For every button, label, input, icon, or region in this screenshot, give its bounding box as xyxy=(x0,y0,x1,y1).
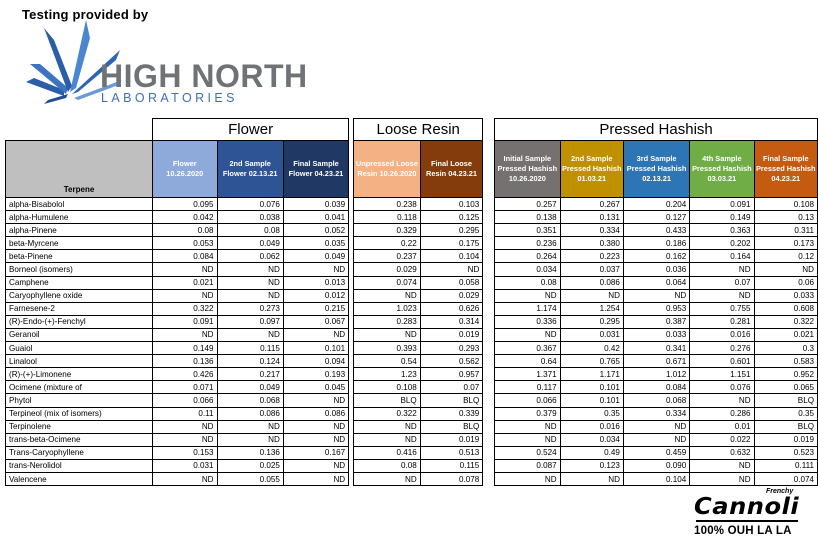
table-cell: ND xyxy=(217,433,283,446)
table-cell: 1.371 xyxy=(495,368,560,381)
table-cell: 0.041 xyxy=(283,211,348,224)
table-cell: 0.334 xyxy=(560,224,623,237)
column-header-flower-04-23-21: Final Sample Flower 04.23.21 xyxy=(283,141,348,198)
table-cell: 0.136 xyxy=(217,446,283,459)
column-header-loose-resin-04-23-21: Final Loose Resin 04.23.21 xyxy=(420,141,483,198)
table-cell: 0.08 xyxy=(217,224,283,237)
terpene-name: Phytol xyxy=(6,394,153,407)
table-cell: ND xyxy=(153,420,218,433)
table-cell: 0.957 xyxy=(420,368,483,381)
table-cell: 0.076 xyxy=(690,381,754,394)
table-cell: ND xyxy=(354,328,421,341)
brand-tagline: 100% OUH LA LA xyxy=(694,525,792,537)
terpene-name: trans-beta-Ocimene xyxy=(6,433,153,446)
table-cell: 0.562 xyxy=(420,355,483,368)
table-cell: ND xyxy=(283,459,348,472)
table-row xyxy=(6,250,818,263)
table-cell: 0.022 xyxy=(690,433,754,446)
table-cell: 0.101 xyxy=(560,394,623,407)
terpene-name: beta-Myrcene xyxy=(6,237,153,250)
table-cell: 0.42 xyxy=(560,342,623,355)
table-cell: 0.131 xyxy=(560,211,623,224)
table-cell: 0.103 xyxy=(420,198,483,211)
table-cell: 0.341 xyxy=(623,342,689,355)
table-cell: 0.068 xyxy=(623,394,689,407)
table-cell: ND xyxy=(217,276,283,289)
table-cell: 0.276 xyxy=(690,342,754,355)
table-cell: 0.07 xyxy=(420,381,483,394)
table-cell: 0.149 xyxy=(690,211,754,224)
terpene-name: Ocimene (mixture of xyxy=(6,381,153,394)
terpene-name: beta-Pinene xyxy=(6,250,153,263)
table-cell: 0.086 xyxy=(217,407,283,420)
table-cell: 0.13 xyxy=(754,211,817,224)
table-cell: 0.202 xyxy=(690,237,754,250)
table-cell: 0.380 xyxy=(560,237,623,250)
table-row xyxy=(6,289,818,302)
table-cell: ND xyxy=(153,263,218,276)
table-cell: 0.267 xyxy=(560,198,623,211)
table-cell: 0.049 xyxy=(283,250,348,263)
table-cell: 0.095 xyxy=(153,198,218,211)
table-cell: 0.173 xyxy=(754,237,817,250)
table-cell: 0.117 xyxy=(495,381,560,394)
table-cell: 0.123 xyxy=(560,459,623,472)
table-cell: 0.601 xyxy=(690,355,754,368)
table-cell: 0.091 xyxy=(690,198,754,211)
table-cell: 0.062 xyxy=(217,250,283,263)
table-cell: ND xyxy=(283,328,348,341)
terpene-name: Terpineol (mix of isomers) xyxy=(6,407,153,420)
table-row xyxy=(6,224,818,237)
table-cell: 0.162 xyxy=(623,250,689,263)
terpene-name: Trans-Caryophyllene xyxy=(6,446,153,459)
table-cell: 0.084 xyxy=(153,250,218,263)
table-cell: 0.167 xyxy=(283,446,348,459)
table-cell: 0.013 xyxy=(283,276,348,289)
brand-divider xyxy=(696,520,798,522)
table-cell: 0.038 xyxy=(217,211,283,224)
table-cell: 0.115 xyxy=(420,459,483,472)
table-cell: 0.091 xyxy=(153,315,218,328)
table-cell: 1.174 xyxy=(495,302,560,315)
table-cell: 0.066 xyxy=(495,394,560,407)
table-cell: 0.164 xyxy=(690,250,754,263)
table-cell: 0.217 xyxy=(217,368,283,381)
table-cell: BLQ xyxy=(420,420,483,433)
table-cell: 0.238 xyxy=(354,198,421,211)
table-cell: ND xyxy=(217,289,283,302)
table-cell: 0.334 xyxy=(623,407,689,420)
table-cell: 0.351 xyxy=(495,224,560,237)
table-cell: 0.393 xyxy=(354,342,421,355)
table-cell: 0.367 xyxy=(495,342,560,355)
terpene-name: Linalool xyxy=(6,355,153,368)
table-cell: 0.101 xyxy=(560,381,623,394)
table-row xyxy=(6,407,818,420)
table-cell: 0.223 xyxy=(560,250,623,263)
table-cell: ND xyxy=(690,472,754,485)
table-cell: 0.193 xyxy=(283,368,348,381)
empty-corner-cell xyxy=(6,119,153,141)
column-header-hashish-01-03-21: 2nd Sample Pressed Hashish 01.03.21 xyxy=(560,141,623,198)
table-cell: 0.025 xyxy=(217,459,283,472)
terpene-name: alpha-Humulene xyxy=(6,211,153,224)
table-cell: 0.124 xyxy=(217,355,283,368)
column-header-loose-resin-10-26-2020: Unpressed Loose Resin 10.26.2020 xyxy=(354,141,421,198)
table-row xyxy=(6,198,818,211)
table-cell: 0.033 xyxy=(623,328,689,341)
column-header-hashish-03-03-21: 4th Sample Pressed Hashish 03.03.21 xyxy=(690,141,754,198)
table-cell: 0.523 xyxy=(754,446,817,459)
table-cell: 0.671 xyxy=(623,355,689,368)
table-row xyxy=(6,420,818,433)
table-cell: 0.021 xyxy=(153,276,218,289)
terpene-name: Guaiol xyxy=(6,342,153,355)
table-cell: 0.115 xyxy=(217,342,283,355)
table-cell: 0.257 xyxy=(495,198,560,211)
table-cell: 0.029 xyxy=(354,263,421,276)
table-cell: 0.311 xyxy=(754,224,817,237)
table-cell: 0.08 xyxy=(153,224,218,237)
table-cell: 0.086 xyxy=(560,276,623,289)
table-cell: 0.019 xyxy=(420,433,483,446)
table-cell: 0.034 xyxy=(560,433,623,446)
table-cell: 0.053 xyxy=(153,237,218,250)
table-cell: 0.090 xyxy=(623,459,689,472)
table-cell: 0.314 xyxy=(420,315,483,328)
brand-small-text: Frenchy xyxy=(766,488,794,495)
table-cell: ND xyxy=(283,433,348,446)
table-row xyxy=(6,433,818,446)
table-cell: 0.101 xyxy=(283,342,348,355)
table-cell: 0.426 xyxy=(153,368,218,381)
table-cell: 0.22 xyxy=(354,237,421,250)
table-cell: 0.416 xyxy=(354,446,421,459)
column-header-hashish-04-23-21: Final Sample Pressed Hashish 04.23.21 xyxy=(754,141,817,198)
table-cell: BLQ xyxy=(420,394,483,407)
table-cell: BLQ xyxy=(754,420,817,433)
table-cell: 0.042 xyxy=(153,211,218,224)
table-cell: 0.019 xyxy=(420,328,483,341)
table-cell: 0.071 xyxy=(153,381,218,394)
table-row xyxy=(6,368,818,381)
table-cell: BLQ xyxy=(354,394,421,407)
table-cell: 0.283 xyxy=(354,315,421,328)
testing-provided-by-label: Testing provided by xyxy=(22,7,149,22)
table-cell: 0.045 xyxy=(283,381,348,394)
table-cell: ND xyxy=(623,433,689,446)
table-cell: 1.012 xyxy=(623,368,689,381)
table-cell: BLQ xyxy=(754,394,817,407)
table-row xyxy=(6,446,818,459)
table-cell: 0.039 xyxy=(283,198,348,211)
table-cell: 0.273 xyxy=(217,302,283,315)
table-cell: 0.033 xyxy=(754,289,817,302)
table-row xyxy=(6,394,818,407)
table-cell: 0.01 xyxy=(690,420,754,433)
table-cell: 0.078 xyxy=(420,472,483,485)
table-cell: 0.186 xyxy=(623,237,689,250)
table-cell: ND xyxy=(690,289,754,302)
terpene-name: Borneol (isomers) xyxy=(6,263,153,276)
table-cell: ND xyxy=(354,433,421,446)
table-cell: 0.08 xyxy=(495,276,560,289)
table-cell: ND xyxy=(283,263,348,276)
table-cell: 0.12 xyxy=(754,250,817,263)
table-cell: 0.06 xyxy=(754,276,817,289)
table-cell: 0.329 xyxy=(354,224,421,237)
group-flower: Flower xyxy=(153,119,349,141)
table-cell: ND xyxy=(153,289,218,302)
table-cell: ND xyxy=(495,289,560,302)
table-cell: 0.127 xyxy=(623,211,689,224)
table-cell: ND xyxy=(283,394,348,407)
table-cell: 0.118 xyxy=(354,211,421,224)
table-cell: ND xyxy=(690,394,754,407)
table-cell: 0.084 xyxy=(623,381,689,394)
table-cell: 0.031 xyxy=(560,328,623,341)
table-cell: 0.136 xyxy=(153,355,218,368)
table-cell: 0.08 xyxy=(354,459,421,472)
column-header-flower-10-26-2020: Flower 10.26.2020 xyxy=(153,141,218,198)
table-cell: 0.379 xyxy=(495,407,560,420)
table-cell: 0.029 xyxy=(420,289,483,302)
table-cell: 0.153 xyxy=(153,446,218,459)
table-cell: 0.765 xyxy=(560,355,623,368)
table-cell: 0.094 xyxy=(283,355,348,368)
group-pressed-hashish: Pressed Hashish xyxy=(495,119,818,141)
group-header-row xyxy=(6,119,818,141)
table-cell: ND xyxy=(560,289,623,302)
table-cell: 1.023 xyxy=(354,302,421,315)
table-cell: ND xyxy=(153,472,218,485)
table-cell: 0.035 xyxy=(283,237,348,250)
table-cell: 0.108 xyxy=(354,381,421,394)
table-cell: 0.108 xyxy=(754,198,817,211)
table-cell: ND xyxy=(153,328,218,341)
table-cell: ND xyxy=(153,433,218,446)
terpene-name: Caryophyllene oxide xyxy=(6,289,153,302)
table-cell: ND xyxy=(623,289,689,302)
terpene-name: alpha-Bisabolol xyxy=(6,198,153,211)
table-cell: 0.54 xyxy=(354,355,421,368)
table-cell: 0.387 xyxy=(623,315,689,328)
table-cell: 0.016 xyxy=(690,328,754,341)
table-cell: 0.086 xyxy=(283,407,348,420)
table-cell: 0.626 xyxy=(420,302,483,315)
table-cell: 0.111 xyxy=(754,459,817,472)
table-cell: 0.175 xyxy=(420,237,483,250)
table-cell: 0.049 xyxy=(217,237,283,250)
terpene-column-header: Terpene xyxy=(6,141,153,198)
table-row xyxy=(6,472,818,485)
table-cell: 0.07 xyxy=(690,276,754,289)
table-cell: 0.322 xyxy=(754,315,817,328)
table-cell: 0.11 xyxy=(153,407,218,420)
table-cell: 0.295 xyxy=(560,315,623,328)
table-cell: 0.068 xyxy=(217,394,283,407)
table-cell: 0.363 xyxy=(690,224,754,237)
table-cell: 0.755 xyxy=(690,302,754,315)
table-cell: 0.067 xyxy=(283,315,348,328)
table-cell: 0.49 xyxy=(560,446,623,459)
table-cell: 0.339 xyxy=(420,407,483,420)
table-cell: 0.087 xyxy=(495,459,560,472)
table-cell: 0.058 xyxy=(420,276,483,289)
table-cell: ND xyxy=(754,263,817,276)
table-cell: ND xyxy=(495,433,560,446)
table-cell: 1.151 xyxy=(690,368,754,381)
table-cell: 0.64 xyxy=(495,355,560,368)
table-cell: ND xyxy=(354,420,421,433)
table-cell: 0.097 xyxy=(217,315,283,328)
table-cell: ND xyxy=(560,472,623,485)
terpene-name: alpha-Pinene xyxy=(6,224,153,237)
table-cell: 0.064 xyxy=(623,276,689,289)
table-row xyxy=(6,211,818,224)
table-row xyxy=(6,381,818,394)
table-row xyxy=(6,237,818,250)
terpene-name: Camphene xyxy=(6,276,153,289)
table-cell: ND xyxy=(420,263,483,276)
table-cell: 1.254 xyxy=(560,302,623,315)
table-cell: ND xyxy=(354,289,421,302)
table-cell: 0.336 xyxy=(495,315,560,328)
table-cell: 0.076 xyxy=(217,198,283,211)
table-cell: 0.524 xyxy=(495,446,560,459)
table-cell: 0.583 xyxy=(754,355,817,368)
table-cell: 0.055 xyxy=(217,472,283,485)
table-cell: 0.052 xyxy=(283,224,348,237)
terpene-name: (R)-(+)-Limonene xyxy=(6,368,153,381)
table-cell: ND xyxy=(354,472,421,485)
table-cell: 0.019 xyxy=(754,433,817,446)
table-cell: 1.171 xyxy=(560,368,623,381)
table-cell: 0.293 xyxy=(420,342,483,355)
table-row xyxy=(6,459,818,472)
table-row xyxy=(6,302,818,315)
table-cell: ND xyxy=(217,263,283,276)
table-cell: 0.952 xyxy=(754,368,817,381)
table-cell: 1.23 xyxy=(354,368,421,381)
table-cell: 0.074 xyxy=(354,276,421,289)
table-row xyxy=(6,263,818,276)
table-cell: 0.281 xyxy=(690,315,754,328)
terpene-name: Farnesene-2 xyxy=(6,302,153,315)
terpene-name: (R)-Endo-(+)-Fenchyl xyxy=(6,315,153,328)
table-cell: ND xyxy=(495,328,560,341)
table-cell: 0.021 xyxy=(754,328,817,341)
logo-subtitle: LABORATORIES xyxy=(101,91,238,105)
group-loose-resin: Loose Resin xyxy=(354,119,483,141)
table-cell: 0.237 xyxy=(354,250,421,263)
table-cell: 0.322 xyxy=(153,302,218,315)
table-cell: 0.215 xyxy=(283,302,348,315)
table-cell: ND xyxy=(495,472,560,485)
table-cell: ND xyxy=(217,420,283,433)
table-cell: ND xyxy=(283,420,348,433)
brand-logo-text: Cannoli xyxy=(694,494,800,520)
table-cell: 0.125 xyxy=(420,211,483,224)
table-cell: 0.074 xyxy=(754,472,817,485)
column-header-hashish-02-13-21: 3rd Sample Pressed Hashish 02.13.21 xyxy=(623,141,689,198)
table-cell: ND xyxy=(623,420,689,433)
table-row xyxy=(6,355,818,368)
table-row xyxy=(6,315,818,328)
table-row xyxy=(6,276,818,289)
table-cell: 0.953 xyxy=(623,302,689,315)
table-cell: ND xyxy=(283,472,348,485)
column-header-row xyxy=(6,141,818,198)
table-cell: 0.149 xyxy=(153,342,218,355)
table-cell: 0.049 xyxy=(217,381,283,394)
column-header-flower-02-13-21: 2nd Sample Flower 02.13.21 xyxy=(217,141,283,198)
table-cell: 0.459 xyxy=(623,446,689,459)
table-cell: 0.012 xyxy=(283,289,348,302)
logo-wordmark: HIGH NORTH xyxy=(100,58,308,94)
table-cell: 0.35 xyxy=(560,407,623,420)
table-cell: ND xyxy=(495,420,560,433)
table-cell: ND xyxy=(217,328,283,341)
table-cell: 0.286 xyxy=(690,407,754,420)
terpene-name: Geranoil xyxy=(6,328,153,341)
table-cell: 0.104 xyxy=(420,250,483,263)
table-cell: 0.016 xyxy=(560,420,623,433)
table-cell: 0.513 xyxy=(420,446,483,459)
terpene-name: trans-Nerolidol xyxy=(6,459,153,472)
terpene-name: Terpinolene xyxy=(6,420,153,433)
table-cell: 0.066 xyxy=(153,394,218,407)
table-cell: 0.3 xyxy=(754,342,817,355)
terpene-name: Valencene xyxy=(6,472,153,485)
table-cell: 0.104 xyxy=(623,472,689,485)
table-cell: 0.034 xyxy=(495,263,560,276)
terpene-results-table xyxy=(5,118,818,486)
table-cell: 0.295 xyxy=(420,224,483,237)
table-cell: 0.065 xyxy=(754,381,817,394)
table-cell: 0.433 xyxy=(623,224,689,237)
table-cell: 0.138 xyxy=(495,211,560,224)
table-cell: ND xyxy=(690,263,754,276)
table-cell: 0.608 xyxy=(754,302,817,315)
table-cell: 0.35 xyxy=(754,407,817,420)
table-cell: 0.031 xyxy=(153,459,218,472)
table-row xyxy=(6,328,818,341)
table-cell: 0.236 xyxy=(495,237,560,250)
table-cell: 0.322 xyxy=(354,407,421,420)
column-header-hashish-10-26-2020: Initial Sample Pressed Hashish 10.26.2020 xyxy=(495,141,560,198)
table-cell: 0.632 xyxy=(690,446,754,459)
table-cell: 0.264 xyxy=(495,250,560,263)
table-row xyxy=(6,342,818,355)
table-cell: ND xyxy=(690,459,754,472)
table-cell: 0.037 xyxy=(560,263,623,276)
table-cell: 0.204 xyxy=(623,198,689,211)
table-cell: 0.036 xyxy=(623,263,689,276)
